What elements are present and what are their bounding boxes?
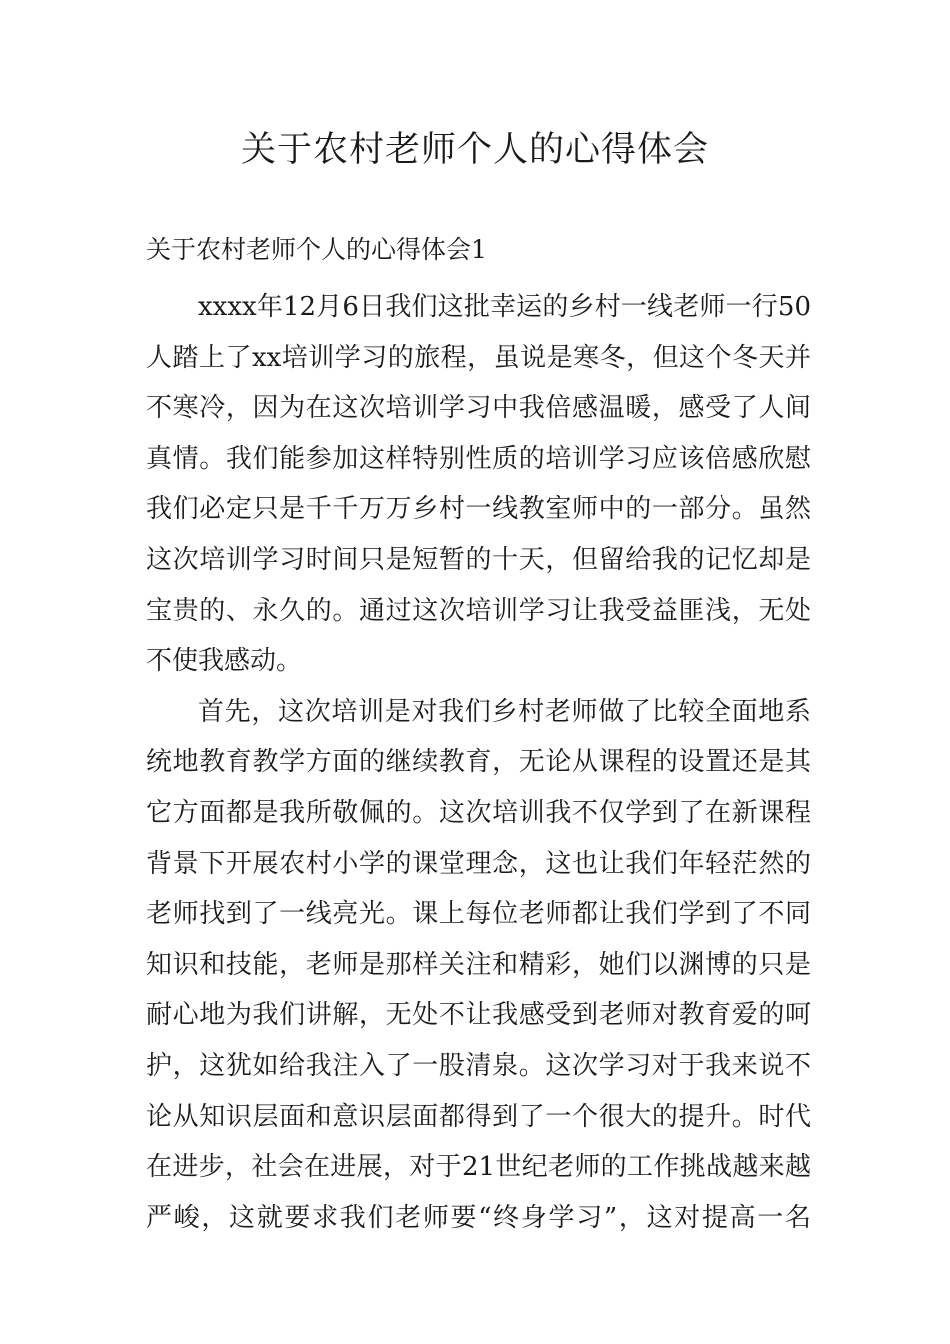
- document-title: 关于农村老师个人的心得体会: [240, 130, 709, 170]
- paragraph-2-line-6: 知识和技能，老师是那样关注和精彩，她们以渊博的只是: [146, 949, 811, 980]
- paragraph-1-line-5: 我们必定只是千千万万乡村一线教室师中的一部分。虽然: [146, 494, 811, 525]
- paragraph-1-line-1: xxxx年12月6日我们这批幸运的乡村一线老师一行50: [198, 292, 811, 322]
- paragraph-2-line-8: 护，这犹如给我注入了一股清泉。这次学习对于我来说不: [146, 1050, 811, 1081]
- paragraph-1-line-2: 人踏上了xx培训学习的旅程，虽说是寒冬，但这个冬天并: [146, 342, 811, 373]
- paragraph-1-line-8: 不使我感动。: [146, 646, 303, 677]
- paragraph-1-line-4: 真情。我们能参加这样特别性质的培训学习应该倍感欣慰: [146, 443, 811, 474]
- document-body: [146, 282, 811, 1243]
- paragraph-2-line-2: 统地教育教学方面的继续教育，无论从课程的设置还是其: [146, 747, 811, 778]
- section-heading: 关于农村老师个人的心得体会1: [146, 235, 487, 264]
- paragraph-2-line-4: 背景下开展农村小学的课堂理念，这也让我们年轻茫然的: [146, 848, 811, 879]
- paragraph-1-line-7: 宝贵的、永久的。通过这次培训学习让我受益匪浅，无处: [146, 595, 811, 626]
- paragraph-2-line-10: 在进步，社会在进展，对于21世纪老师的工作挑战越来越: [146, 1152, 811, 1183]
- paragraph-2-line-3: 它方面都是我所敬佩的。这次培训我不仅学到了在新课程: [146, 797, 811, 828]
- paragraph-2-line-7: 耐心地为我们讲解，无处不让我感受到老师对教育爱的呵: [146, 1000, 811, 1031]
- paragraph-2-line-1: 首先，这次培训是对我们乡村老师做了比较全面地系: [198, 696, 811, 727]
- paragraph-2-line-11: 严峻，这就要求我们老师要“终身学习”，这对提高一名: [146, 1202, 811, 1233]
- paragraph-2-line-9: 论从知识层面和意识层面都得到了一个很大的提升。时代: [146, 1101, 811, 1132]
- paragraph-1-line-3: 不寒冷，因为在这次培训学习中我倍感温暖，感受了人间: [146, 393, 811, 424]
- paragraph-2-line-5: 老师找到了一线亮光。课上每位老师都让我们学到了不同: [146, 899, 811, 930]
- paragraph-1-line-6: 这次培训学习时间只是短暂的十天，但留给我的记忆却是: [146, 544, 811, 575]
